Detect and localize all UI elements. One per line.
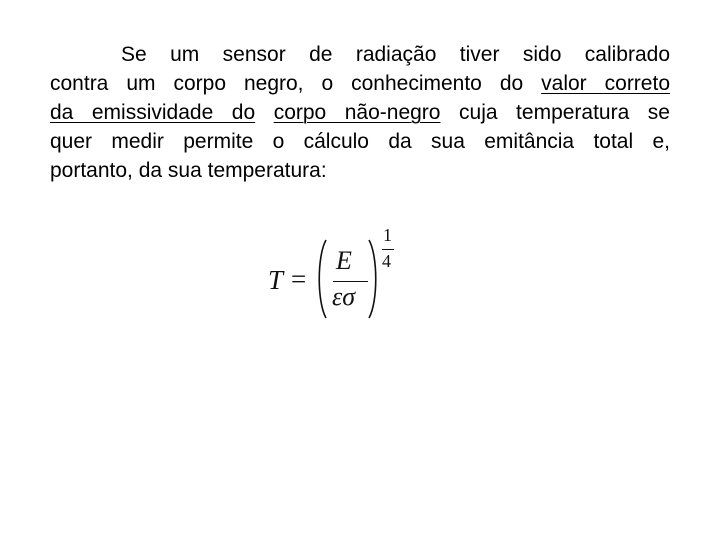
equation-lhs: T: [268, 265, 284, 295]
temperature-equation: [262, 220, 412, 330]
paragraph-line-3: [50, 98, 670, 127]
exponent-bar: [382, 249, 394, 250]
left-parenthesis-icon: [314, 238, 328, 320]
line-3-text: cuja temperatura se: [440, 101, 670, 124]
paragraph-line-4: quer medir permite o cálculo da sua emitância total e,: [50, 130, 670, 153]
underlined-emissividade: da emissividade do: [50, 101, 256, 124]
right-parenthesis-icon: [367, 238, 381, 320]
underlined-corpo-nao-negro: corpo não-negro: [273, 101, 441, 124]
exponent-numerator: 1: [383, 225, 392, 245]
paragraph-line-5: portanto, da sua temperatura:: [50, 159, 327, 182]
underlined-valor-correto: valor correto: [541, 72, 670, 95]
line-2-text: contra um corpo negro, o conhecimento do: [50, 72, 542, 95]
fraction-numerator: E: [336, 246, 352, 275]
exponent-denominator: 4: [382, 251, 391, 271]
fraction-denominator: εσ: [332, 282, 356, 311]
equals-sign: =: [291, 264, 307, 294]
body-paragraph: [50, 40, 670, 185]
line-3-space: [255, 101, 274, 124]
paragraph-line-2: [50, 69, 670, 98]
paragraph-line-1: Se um sensor de radiação tiver sido calibrado: [121, 43, 670, 66]
